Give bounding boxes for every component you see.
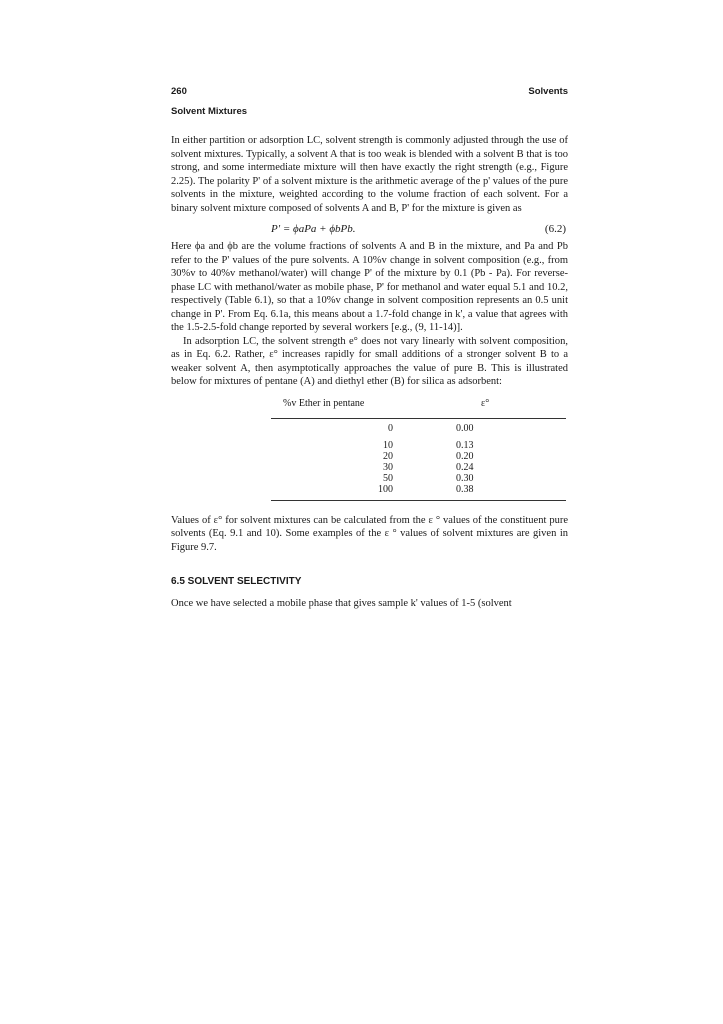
table-row [271,451,566,462]
paragraph-adsorption-lc: In adsorption LC, the solvent strength e° does not vary linearly with solvent composition, as in Eq. 6.2. Rather, ε° increases rapidly for small additions of a stronger solvent B to a weaker solvent A, then asymptotically approaches the value of pure B. This is illustrated below for mixtures of pentane (A) and diethyl ether (B) for silica as adsorbent: [171,335,568,387]
equation-number: (6.2) [544,223,566,235]
running-header [171,86,568,98]
equation-expression: P' = ϕaPa + ϕbPb. [271,223,356,235]
table-cell-ether: 10 [383,439,393,451]
table-cell-epsilon: 0.38 [393,484,566,501]
table-cell-epsilon: 0.20 [456,450,474,462]
table-row [271,484,566,501]
paragraph-solvent-selectivity: Once we have selected a mobile phase that gives sample k' values of 1-5 (solvent [171,598,512,609]
paragraph-epsilon-values: Values of ε° for solvent mixtures can be calculated from the ε ° values of the constituent pure solvents (Eq. 9.1 and 10). Some examples of the ε ° values of solvent mixtures are given in Figure 9.7. [171,514,568,553]
paragraph-volume-fractions: Here ϕa and ϕb are the volume fractions of solvents A and B in the mixture, and Pa and Pb refer to the P' values of the pure solvents. A 10%v change in solvent composition (e.g., from 30%v to 40%v methanol/water) will change P' of the mixture by 0.1 (Pb - Pa). For reverse-phase LC with methanol/water as mobile phase, P' for methanol and water equal 5.1 and 10.2, respectively (Table 6.1), so that a 10%v change in solvent composition represents an 0.5 unit change in P'. From Eq. 6.1a, this means about a 1.7-fold change in k', a value that agrees with the 1.5-2.5-fold change reported by several workers [e.g., (9, 11-14)]. [171,241,568,333]
table-cell-ether: 0 [388,422,393,434]
table-cell-ether: 30 [383,461,393,473]
table-row [271,418,566,440]
table-row [271,462,566,473]
page-number: 260 [171,86,187,97]
paragraph-solvent-mixtures: In either partition or adsorption LC, solvent strength is commonly adjusted through the use of solvent mixtures. Typically, a solvent A that is too weak is blended with a solvent B that is too strong, and some intermediate mixture will then have exactly the right strength (e.g., Figure 2.25). The polarity P' of a solvent mixture is the arithmetic average of the p' values of the pure solvents in the mixture, weighted according to the volume fraction of each solvent. For a binary solvent mixture composed of solvents A and B, P' for the mixture is given as [171,135,568,214]
table-header-epsilon: ε° [393,397,566,419]
table-cell-epsilon: 0.24 [456,461,474,473]
section-title: 6.5 SOLVENT SELECTIVITY [171,576,302,587]
table-cell-epsilon: 0.13 [456,439,474,451]
equation-6-2 [171,218,568,240]
table-header-row [271,397,566,419]
table-cell-epsilon: 0.00 [456,422,474,434]
section-heading: Solvent Mixtures [171,106,248,117]
table-header-ether: %v Ether in pentane [271,397,393,419]
page-body [171,86,568,611]
table-cell-ether: 20 [383,450,393,462]
running-title: Solvents [528,86,568,97]
ether-pentane-table [271,397,566,501]
table-cell-epsilon: 0.30 [456,472,474,484]
table-row [271,473,566,484]
table-cell-ether: 50 [383,472,393,484]
table-cell-ether: 100 [271,484,393,501]
table-row [271,440,566,451]
